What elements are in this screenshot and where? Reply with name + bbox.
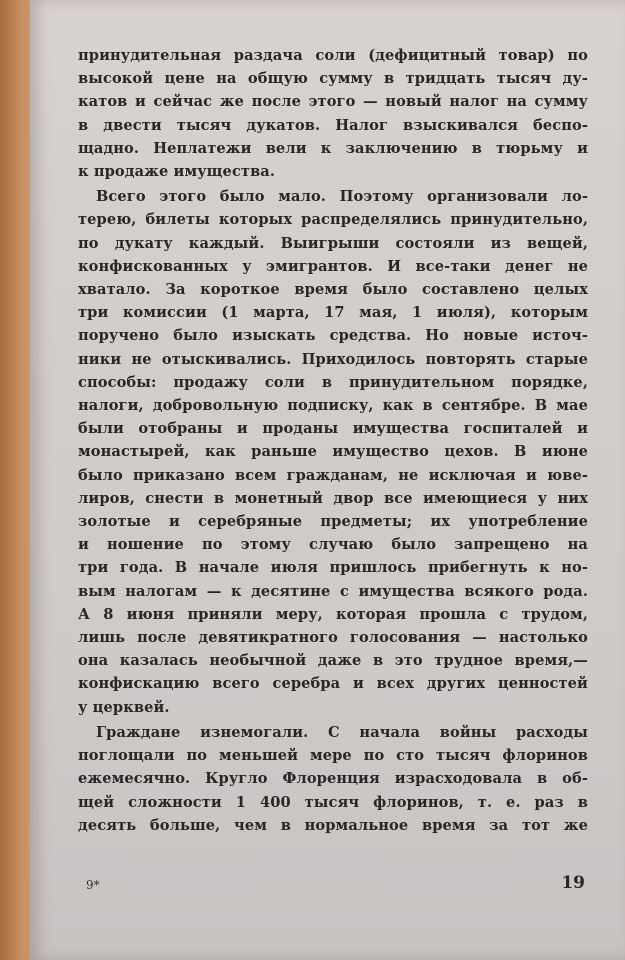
text-line: щадно. Неплатежи вели к заключению в тюрьму и [78, 139, 588, 157]
body-text [78, 44, 588, 837]
text-line: Всего этого было мало. Поэтому организовали ло- [96, 188, 588, 206]
text-line: в двести тысяч дукатов. Налог взыскивался беспо- [78, 116, 588, 134]
text-line: золотые и серебряные предметы; их употребление [78, 513, 588, 531]
text-line: поглощали по меньшей мере по сто тысяч флоринов [78, 747, 588, 765]
text-line: три года. В начале июля пришлось прибегнуть к но- [78, 559, 588, 577]
text-line: вым налогам — к десятине с имущества всякого рода. [78, 582, 588, 600]
text-line: ники не отыскивались. Приходилось повторять старые [78, 350, 588, 368]
text-line: лишь после девятикратного голосования — настолько [78, 629, 588, 647]
text-line: ежемесячно. Кругло Флоренция израсходовала в об- [78, 770, 588, 788]
text-line: к продаже имущества. [78, 163, 276, 181]
text-line: терею, билеты которых распределялись принудительно, [78, 211, 588, 229]
text-line: высокой цене на общую сумму в тридцать тысяч ду- [78, 70, 588, 88]
text-line: десять больше, чем в нормальное время за тот же [78, 816, 588, 834]
text-line: по дукату каждый. Выигрыши состояли из вещей, [78, 234, 588, 252]
text-line: хватало. За короткое время было составлено целых [78, 281, 588, 299]
book-page [30, 0, 625, 960]
text-line: она казалась необычной даже в это трудное время,— [78, 652, 588, 670]
text-line: щей сложности 1 400 тысяч флоринов, т. е. раз в [78, 793, 588, 811]
signature-mark: 9* [86, 878, 100, 892]
text-line: конфискованных у эмигрантов. И все-таки денег не [78, 257, 588, 275]
text-line: налоги, добровольную подписку, как в сентябре. В мае [78, 397, 588, 415]
text-line: и ношение по этому случаю было запрещено на [78, 536, 588, 554]
text-line: были отобраны и проданы имущества госпиталей и [78, 420, 588, 438]
text-line: принудительная раздача соли (дефицитный товар) по [78, 47, 588, 64]
text-line: было приказано всем гражданам, не исключая и юве- [78, 466, 588, 484]
text-line: А 8 июня приняли меру, которая прошла с трудом, [78, 605, 588, 623]
text-line: Граждане изнемогали. С начала войны расходы [96, 723, 588, 741]
page-number: 19 [561, 873, 585, 893]
text-line: лиров, снести в монетный двор все имеющиеся у них [78, 489, 588, 507]
text-line: поручено было изыскать средства. Но новые источ- [78, 327, 588, 345]
text-line: три комиссии (1 марта, 17 мая, 1 июля), которым [78, 304, 588, 322]
text-line: монастырей, как раньше имущество цехов. В июне [78, 443, 588, 461]
text-line: способы: продажу соли в принудительном порядке, [78, 373, 588, 391]
text-line: конфискацию всего серебра и всех других ценностей [78, 675, 588, 693]
text-line: катов и сейчас же после этого — новый налог на сумму [78, 93, 588, 111]
text-line: у церквей. [78, 698, 170, 716]
